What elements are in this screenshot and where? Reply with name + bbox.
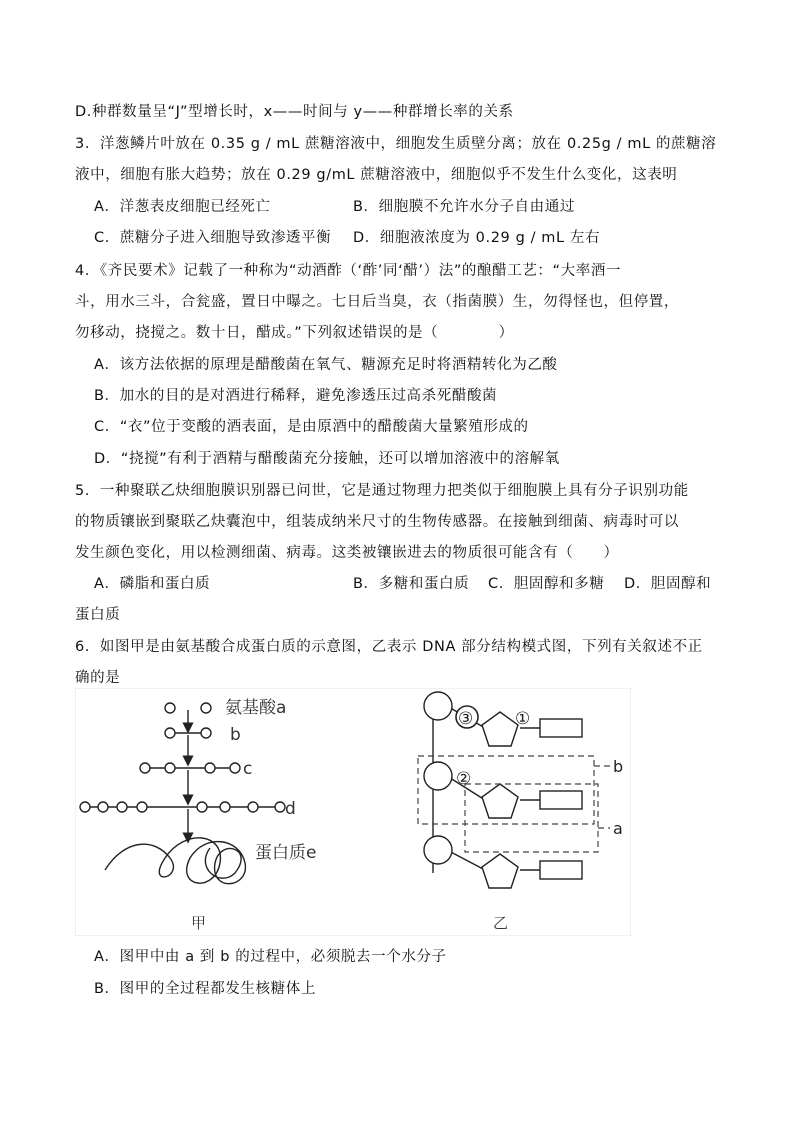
option-c: C．“衣”位于变酸的酒表面，是由原酒中的醋酸菌大量繁殖形成的 [94, 419, 529, 435]
label-yi: 乙 [493, 914, 509, 932]
option-d-continued: 蛋白质 [75, 607, 121, 623]
question-4-stem: 勿移动，挠搅之。数十日，醋成。”下列叙述错误的是（ ） [75, 325, 514, 341]
question-4-stem: 4．《齐民要术》记载了一种称为“动酒酢（‘酢’同‘醋’）法”的酿醋工艺：“大率酒一 [75, 263, 622, 279]
label-right-a: a [613, 819, 623, 838]
label-amino-acid: 氨基酸a [225, 698, 287, 718]
question-3-stem: 3．洋葱鳞片叶放在 0.35 g / mL 蔗糖溶液中，细胞发生质壁分离；放在 0.25g / mL 的蔗糖溶 [75, 136, 717, 152]
text-line: D.种群数量呈“J”型增长时，x——时间与 y——种群增长率的关系 [75, 104, 514, 120]
option-c: C．蔗糖分子进入细胞导致渗透平衡 [94, 230, 332, 246]
option-d: D．细胞液浓度为 0.29 g / mL 左右 [353, 230, 601, 246]
label-protein: 蛋白质e [255, 843, 317, 863]
option-d: D．胆固醇和 [624, 576, 712, 592]
label-d: d [285, 799, 296, 819]
option-b: B．加水的目的是对酒进行稀释，避免渗透压过高杀死醋酸菌 [94, 388, 498, 404]
figure-jia-yi [75, 688, 631, 936]
option-b: B．多糖和蛋白质 [353, 576, 470, 592]
option-a: A．洋葱表皮细胞已经死亡 [94, 199, 271, 215]
label-right-b: b [613, 757, 624, 776]
label-b: b [230, 725, 241, 745]
option-c: C．胆固醇和多糖 [488, 576, 605, 592]
question-5-stem: 发生颜色变化，用以检测细菌、病毒。这类被镶嵌进去的物质很可能含有（ ） [75, 545, 619, 561]
question-5-stem: 5．一种聚联乙炔细胞膜识别器已问世，它是通过物理力把类似于细胞膜上具有分子识别功能 [75, 483, 689, 499]
question-6-stem: 6．如图甲是由氨基酸合成蛋白质的示意图，乙表示 DNA 部分结构模式图，下列有关叙述不正 [75, 639, 703, 655]
label-jia: 甲 [191, 914, 207, 932]
question-4-stem: 斗，用水三斗，合瓮盛，置日中曝之。七日后当臭，衣（指菌膜）生，勿得怪也，但停置， [75, 294, 679, 310]
question-6-stem: 确的是 [75, 670, 121, 686]
figure-svg [75, 688, 631, 936]
question-5-stem: 的物质镶嵌到聚联乙炔囊泡中，组装成纳米尺寸的生物传感器。在接触到细菌、病毒时可以 [75, 514, 679, 530]
option-b: B．图甲的全过程都发生核糖体上 [94, 981, 316, 997]
question-3-stem: 液中，细胞有胀大趋势；放在 0.29 g/mL 蔗糖溶液中，细胞似乎不发生什么变化，这表明 [75, 167, 678, 183]
label-1: ① [515, 709, 531, 729]
label-2: ② [456, 769, 472, 789]
option-a: A．图甲中由 a 到 b 的过程中，必须脱去一个水分子 [94, 949, 447, 965]
option-b: B．细胞膜不允许水分子自由通过 [353, 199, 575, 215]
label-3: ③ [458, 709, 474, 729]
option-d: D．“挠搅”有利于酒精与醋酸菌充分接触，还可以增加溶液中的溶解氧 [94, 451, 560, 467]
option-a: A．磷脂和蛋白质 [94, 576, 211, 592]
option-a: A．该方法依据的原理是醋酸菌在氧气、糖源充足时将酒精转化为乙酸 [94, 357, 558, 373]
label-c: c [243, 759, 253, 779]
